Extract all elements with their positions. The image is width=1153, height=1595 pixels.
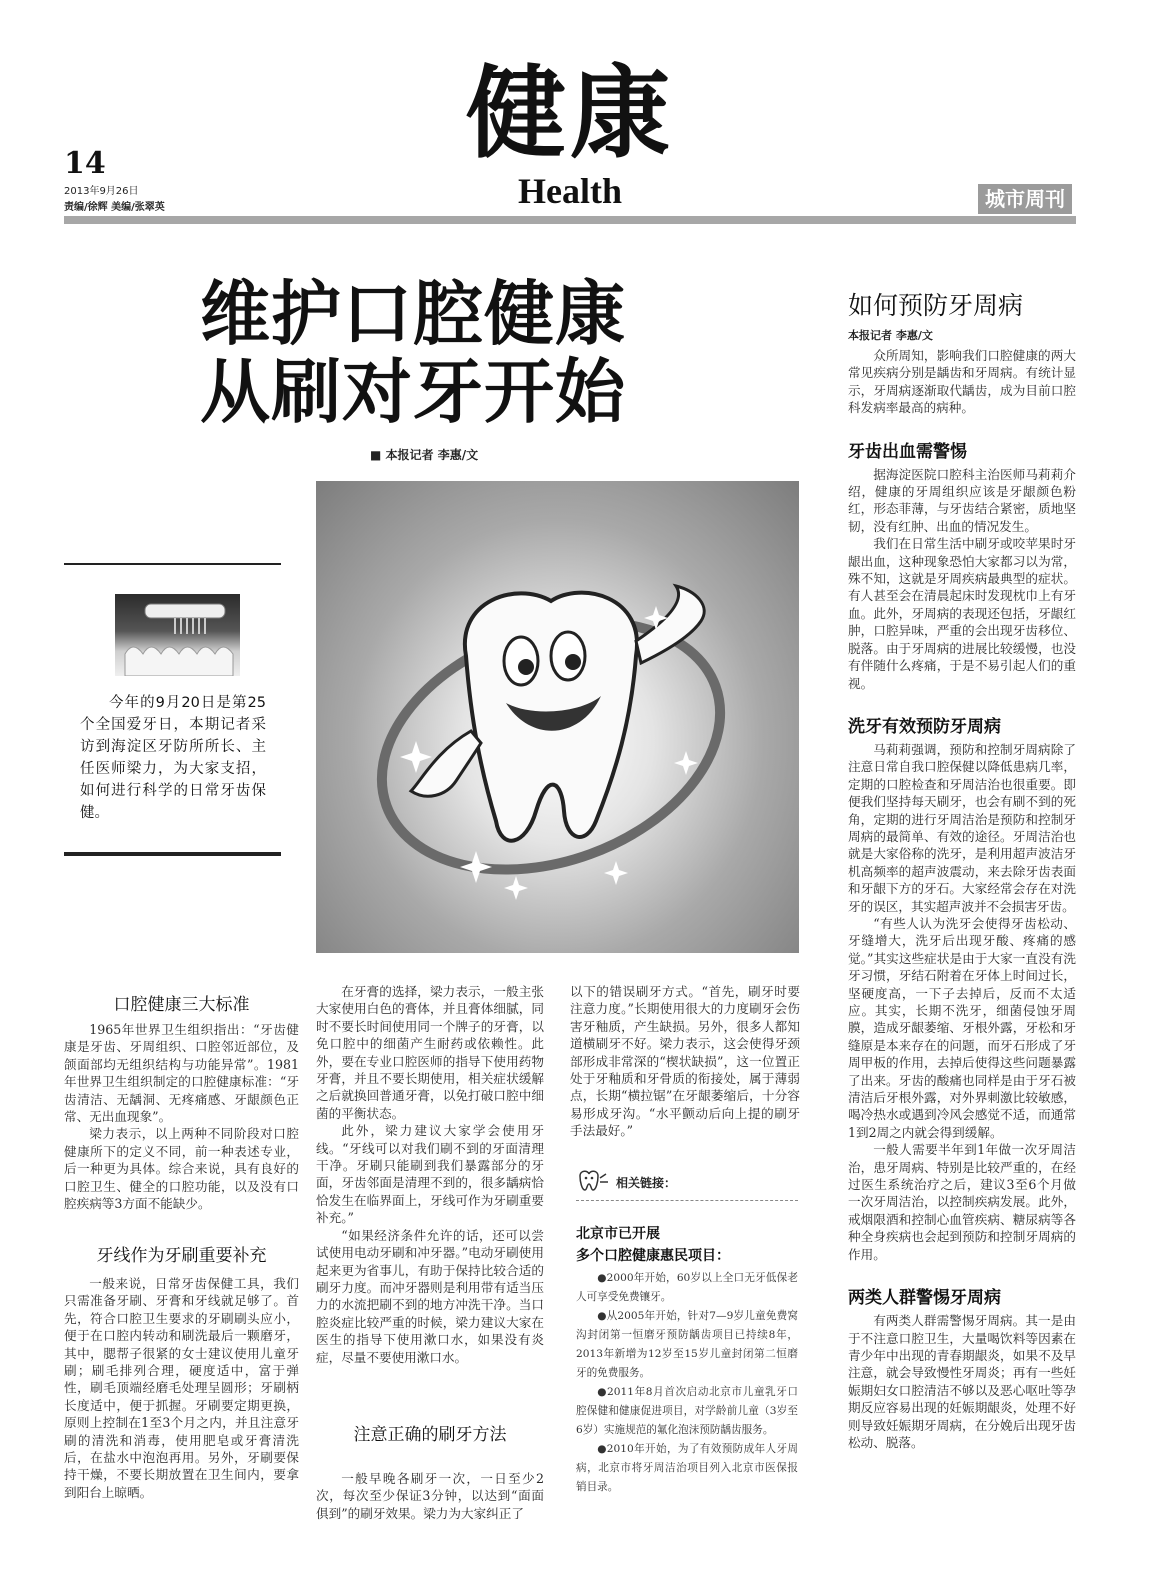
col2-para-4: 一般早晚各刷牙一次，一日至少2次，每次至少保证3分钟，以达到“面面俱到”的刷牙效果。梁力为大家纠正了 <box>316 1471 544 1521</box>
col1-para-1: 1965年世界卫生组织指出：“牙齿健康是牙齿、牙周组织、口腔邻近部位，及颌面部均无组织结构与功能异常”。1981年世界卫生组织制定的口腔健康标准：“牙齿清洁、无龋洞、无疼痛感、牙龈颜色正常、无出血现象”。 <box>64 1022 299 1125</box>
right-heading-bleeding: 牙齿出血需警惕 <box>848 441 967 462</box>
right-column-body <box>848 347 1076 1451</box>
section-title-cn: 健康 <box>466 54 674 172</box>
right-para-6: 一般人需要半年到1年做一次牙周洁治，患牙周病、特别是比较严重的，在经过医生系统治疗之后，建议3至6个月做一次牙周洁治，以控制疾病发展。此外，戒烟限酒和控制心血管疾病、糖尿病等各种全身疾病也会起到预防和控制牙周病的作用。 <box>848 1142 1076 1262</box>
editors-line: 责编/徐辉 美编/张翠英 <box>64 202 165 213</box>
lead-headline-line1: 维护口腔健康 <box>200 272 626 355</box>
col1-heading-floss: 牙线作为牙刷重要补充 <box>96 1246 267 1266</box>
col2-para-3: “如果经济条件允许的话，还可以尝试使用电动牙刷和冲牙器。”电动牙刷使用起来更为省事儿，有助于保持比较合适的刷牙力度。而冲牙器则是利用带有适当压力的水流把刷不到的地方冲洗干净。当口腔炎症比较严重的时候，梁力建议大家在医生的指导下使用漱口水，如果没有炎症，尽量不要使用漱口水。 <box>316 1227 544 1365</box>
related-link-label: 相关链接： <box>616 1175 677 1190</box>
right-byline: 本报记者 李惠/文 <box>848 329 933 342</box>
col1-para-3: 一般来说，日常牙齿保健工具，我们只需准备牙刷、牙膏和牙线就足够了。首先，符合口腔卫生要求的牙刷刷头应小，便于在口腔内转动和刷洗最后一颗磨牙，其中，腮帮子很紧的女士建议使用儿童牙刷；刷毛排列合理，硬度适中，富于弹性，刷毛顶端经磨毛处理呈圆形；牙刷柄长度适中，便于抓握。牙刷要定期更换，原则上控制在1至3个月之内，并且注意牙刷的清洗和消毒，使用肥皂或牙膏清洗后，在盐水中泡泡再用。另外，牙刷要保持干燥，不要长期放置在卫生间内，要拿到阳台上晾晒。 <box>64 1276 299 1500</box>
col2-para-1: 在牙膏的选择，梁力表示，一般主张大家使用白色的膏体，并且膏体细腻，同时不要长时间使用同一个牌子的牙膏，以免口腔中的细菌产生耐药或依赖性。此外，要在专业口腔医师的指导下使用药物牙膏，并且不要长期使用，相关症状缓解之后就换回普通牙膏，以免打破口腔中细菌的平衡状态。 <box>316 984 544 1121</box>
tooth-link-icon <box>576 1170 610 1194</box>
col3-body-1 <box>570 983 800 1140</box>
list-item: ●2011年8月首次启动北京市儿童乳牙口腔保健和健康促进项目，对学龄前儿童（3岁至6岁）实施规范的氟化泡沫预防龋齿服务。 <box>576 1386 798 1436</box>
right-para-2: 据海淀医院口腔科主治医师马莉莉介绍，健康的牙周组织应该是牙龈颜色粉红，形态菲薄，与牙齿结合紧密，质地坚韧，没有红肿、出血的情况发生。 <box>848 466 1076 534</box>
section-tag: 城市周刊 <box>978 184 1072 214</box>
col2-para-2: 此外，梁力建议大家学会使用牙线。“牙线可以对我们刷不到的牙面清理干净。牙刷只能刷到我们暴露部分的牙面，牙齿邻面是清理不到的，很多龋病恰恰发生在临界面上，牙线可作为牙刷重要补充。” <box>316 1123 544 1226</box>
right-heading-cleaning: 洗牙有效预防牙周病 <box>848 716 1001 737</box>
lead-intro: 今年的9月20日是第25个全国爱牙日，本期记者采访到海淀区牙防所所长、主任医师梁力，为大家支招，如何进行科学的日常牙齿保健。 <box>80 695 266 821</box>
cartoon-tooth-illustration <box>316 481 799 953</box>
right-para-7: 有两类人群需警惕牙周病。其一是由于不注意口腔卫生，大量喝饮料等因素在青少年中出现的青春期龈炎，如果不及早注意，就会导致慢性牙周炎；再有一些妊娠期妇女口腔清洁不够以及恶心呕吐等孕期反应容易出现的妊娠期龈炎，处理不好则导致妊娠期牙周病，在分娩后出现牙齿松动、脱落。 <box>848 1313 1076 1450</box>
list-item: ●从2005年开始，针对7—9岁儿童免费窝沟封闭第一恒磨牙预防龋齿项目已持续8年，2013年新增为12岁至15岁儿童封闭第二恒磨牙的免费服务。 <box>576 1310 798 1379</box>
related-link-title-1: 北京市已开展 <box>576 1226 660 1242</box>
lead-byline <box>370 446 478 463</box>
col2-body-1 <box>316 983 544 1366</box>
col1-para-2: 梁力表示，以上两种不同阶段对口腔健康所下的定义不同，前一种表述专业，后一种更为具体。综合来说，具有良好的口腔卫生、健全的口腔功能，以及没有口腔疾病等3方面不能缺少。 <box>64 1126 299 1212</box>
list-item: ●2010年开始，为了有效预防成年人牙周病，北京市将牙周洁治项目列入北京市医保报销目录。 <box>576 1443 798 1493</box>
col2-heading-method: 注意正确的刷牙方法 <box>353 1425 507 1445</box>
related-link-title-2: 多个口腔健康惠民项目： <box>576 1248 730 1264</box>
right-heading-groups: 两类人群警惕牙周病 <box>848 1288 1001 1309</box>
intro-top-rule <box>64 563 281 565</box>
lead-byline-text: 本报记者 李惠/文 <box>385 448 479 462</box>
col1-body-2 <box>64 1275 299 1501</box>
section-title-en: Health <box>518 171 622 211</box>
right-para-4: 马莉莉强调，预防和控制牙周病除了注意日常自我口腔保健以降低患病几率，定期的口腔检查和牙周洁治也很重要。即便我们坚持每天刷牙，也会有刷不到的死角，定期的进行牙周洁治是预防和控制牙周病的最简单、有效的途径。牙周洁治也就是大家俗称的洗牙，是利用超声波洁牙机高频率的超声波震动，来去除牙齿表面和牙龈下方的牙石。大家经常会存在对洗牙的误区，其实超声波并不会损害牙齿。 <box>848 741 1076 914</box>
right-para-5: “有些人认为洗牙会使得牙齿松动、牙缝增大，洗牙后出现牙酸、疼痛的感觉。”其实这些症状是由于大家一直没有洗牙习惯，牙结石附着在牙体上时间过长，坚硬度高，一下子去掉后，反而不太适应。其实，长期不洗牙，细菌侵蚀牙周膜，造成牙龈萎缩、牙根外露，牙松和牙缝原是本来存在的问题，而牙石形成了牙周甲板的作用，去掉后使得这些问题暴露了出来。牙齿的酸痛也同样是由于牙石被清洁后牙根外露，对外界刺激比较敏感，喝冷热水或遇到冷风会感觉不适，而通常1到2周之内就会得到缓解。 <box>848 915 1076 1140</box>
masthead-rule <box>64 216 1076 224</box>
right-para-1: 众所周知，影响我们口腔健康的两大常见疾病分别是龋齿和牙周病。有统计显示，牙周病逐渐取代龋齿，成为目前口腔科发病率最高的病种。 <box>848 348 1076 416</box>
toothbrush-photo-icon <box>115 594 240 676</box>
related-link-box <box>576 1170 798 1497</box>
issue-date: 2013年9月26日 <box>64 186 139 197</box>
byline-square-icon: ■ <box>370 448 382 462</box>
right-para-3: 我们在日常生活中刷牙或咬苹果时牙龈出血，这种现象恐怕大家都习以为常，殊不知，这就是牙周疾病最典型的症状。有人甚至会在清晨起床时发现枕巾上有牙血。此外，牙周病的表现还包括，牙龈红肿，口腔异味，严重的会出现牙齿移位、脱落。由于牙周病的进展比较缓慢，也没有伴随什么疼痛，于是不易引起人们的重视。 <box>848 536 1076 691</box>
col3-para-1: 以下的错误刷牙方式。“首先，刷牙时要注意力度。”长期使用很大的力度刷牙会伤害牙釉质，产生缺损。另外，很多人都知道横刷牙不好。梁力表示，这会使得牙颈部形成非常深的“楔状缺损”，这一位置正处于牙釉质和牙骨质的衔接处，属于薄弱点，长期“横拉锯”在牙龈萎缩后，十分容易形成牙沟。“水平颤动后向上提的刷牙手法最好。” <box>570 984 800 1139</box>
lead-headline-line2: 从刷对牙开始 <box>200 350 626 433</box>
right-headline: 如何预防牙周病 <box>848 291 1024 320</box>
list-item: ●2000年开始，60岁以上全口无牙低保老人可享受免费镶牙。 <box>576 1272 798 1303</box>
intro-bottom-rule <box>64 852 281 856</box>
col1-body-1 <box>64 1021 299 1212</box>
col2-body-2 <box>316 1470 544 1522</box>
page-number: 14 <box>64 146 106 181</box>
related-link-list <box>576 1269 798 1497</box>
col1-heading-standards: 口腔健康三大标准 <box>113 995 250 1015</box>
